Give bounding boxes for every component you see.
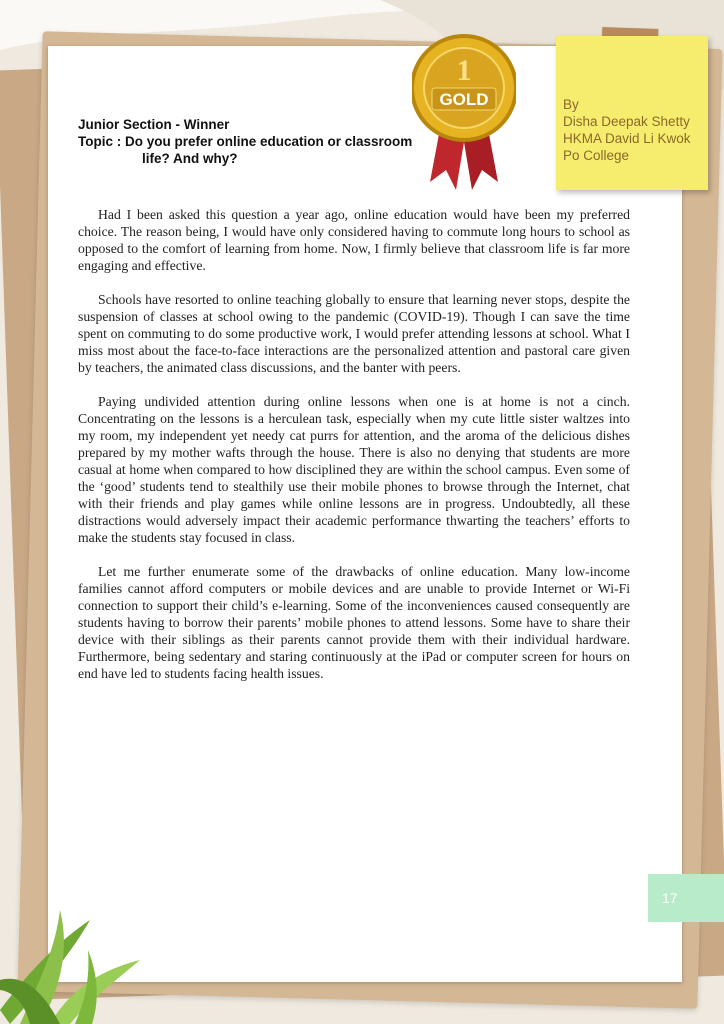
- author-school-line-1: HKMA David Li Kwok: [563, 131, 691, 146]
- topic-line-1: Topic : Do you prefer online education or classroom: [78, 134, 413, 149]
- article-header: [78, 116, 438, 167]
- author-school-line-2: Po College: [563, 148, 630, 163]
- page-number: 17: [662, 890, 678, 906]
- topic-line-2: life? And why?: [142, 151, 238, 166]
- paragraph-1: Had I been asked this question a year ago, online education would have been my preferred choice. The reason being, I would have only considered having to commute long hours to school as opposed to the comfort of learning from home. Now, I firmly believe that classroom life is far more engaging and effective.: [78, 207, 630, 273]
- author-by: By: [563, 97, 579, 112]
- medal-label: GOLD: [439, 90, 489, 109]
- paragraph-4: Let me further enumerate some of the drawbacks of online education. Many low-income families cannot afford computers or mobile devices and are unable to provide Internet or Wi-Fi connection to support their child’s e-learning. Some of the inconveniences caused consequently are students having to borrow their parents’ mobile phones to attend lessons. Some have to share their device with their siblings as their parents cannot provide them with their individual hardware. Furthermore, being sedentary and staring continuously at the iPad or computer screen for hours on end have led to students facing health issues.: [78, 564, 630, 681]
- medal-number: 1: [456, 54, 472, 87]
- page-number-tab: [648, 874, 724, 922]
- paragraph-2: Schools have resorted to online teaching globally to ensure that learning never stops, despite the suspension of classes at school owing to the pandemic (COVID-19). Though I can save the time spent on commuting to do some productive work, I would prefer attending lessons at school. What I miss most about the face-to-face interactions are the personalized attention and pastoral care given by teachers, the animated class discussions, and the banter with peers.: [78, 292, 630, 375]
- paragraph-3: Paying undivided attention during online lessons when one is at home is not a cinch. Concentrating on the lessons is a herculean task, especially when my cute little sister waltzes into my room, my independent yet needy cat purrs for attention, and the aroma of the delicious dishes prepared by my mother wafts through the house. There is also no denying that students are more casual at home when compared to how disciplined they are within the school campus. Even some of the ‘good’ students tend to stealthily use their mobile phones to browse through the Internet, chat with their friends and play games while online lessons are in progress. Undoubtedly, all these distractions would adversely impact their academic performance thwarting the teachers’ efforts to make the students stay focused in class.: [78, 394, 630, 545]
- author-sticky-note: [556, 36, 708, 190]
- author-name: Disha Deepak Shetty: [563, 114, 690, 129]
- gold-medal-icon: [412, 30, 516, 192]
- article-body: [78, 206, 630, 699]
- section-title: Junior Section - Winner: [78, 117, 230, 132]
- leaves-decoration-icon: [0, 900, 150, 1024]
